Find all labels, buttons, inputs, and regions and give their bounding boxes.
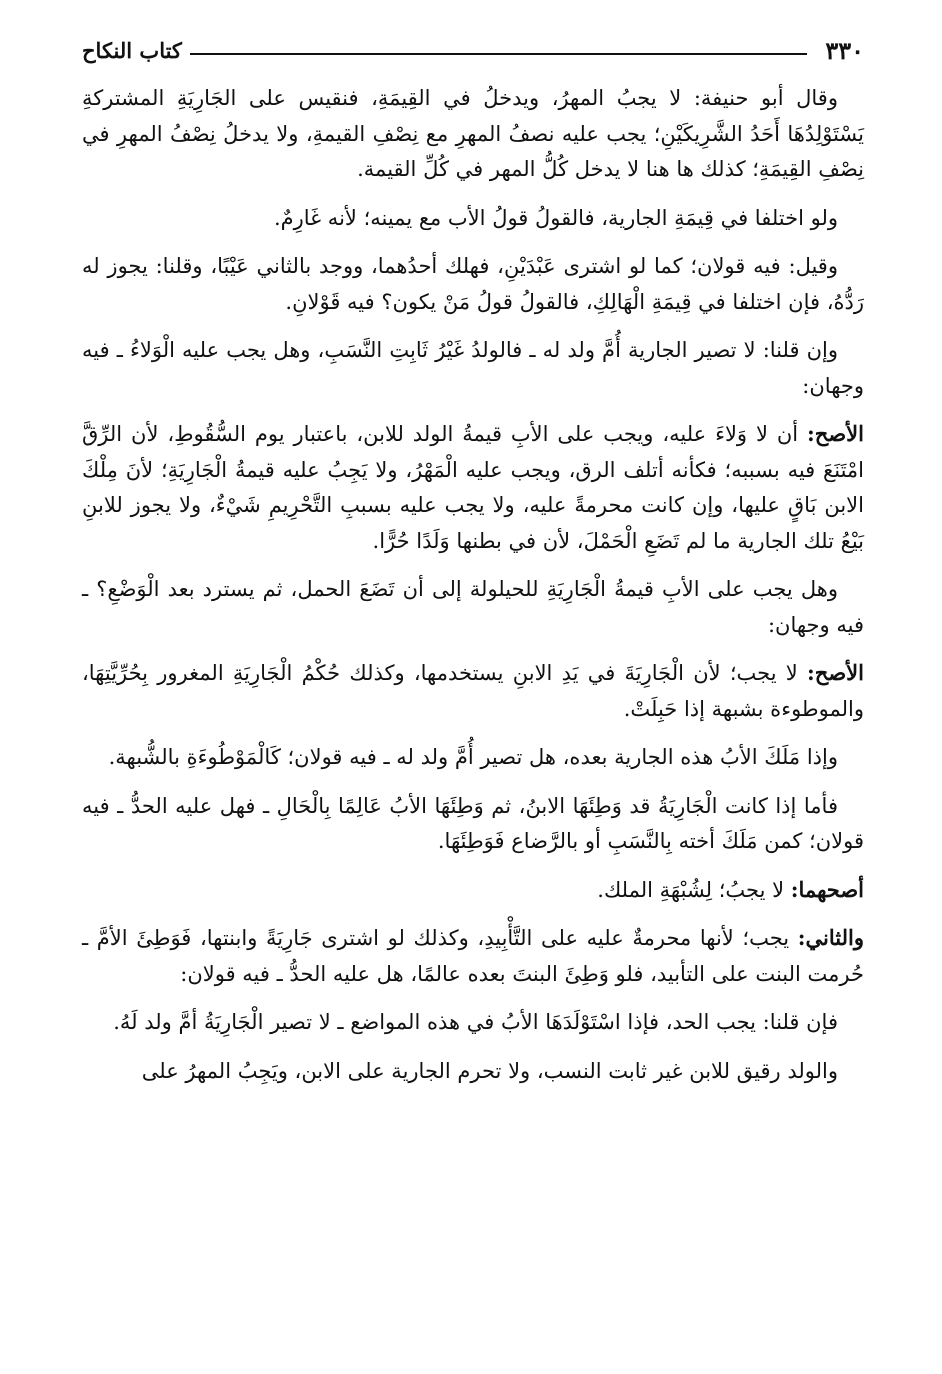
paragraph-lead: الأصح: <box>807 421 864 446</box>
paragraph-text: وإذا مَلَكَ الأبُ هذه الجارية بعده، هل تصير أُمَّ ولد له ـ فيه قولان؛ كَالْمَوْطُوءَةِ بالشُّبهة. <box>108 745 838 769</box>
paragraph-text: أن لا وَلاءَ عليه، ويجب على الأبِ قيمةُ الولد للابن، باعتبار يوم السُّقُوطِ، لأن الرِّقَّ امْتَنَعَ فيه بسببه؛ فكأنه أتلف الرق، ويجب عليه الْمَهْرُ، ولا يَجِبُ عليه قيمةُ الْجَارِيَةِ؛ لأنَ مِلْكَ الابن بَاقٍ عليها، وإن كانت محرمةً عليه، ولا يجب عليه بسببِ التَّحْرِيمِ شَيْءٌ، ولا يجوز للابنِ بَيْعُ تلك الجارية ما لم تَضَعِ الْحَمْلَ، لأن في بطنها وَلَدًا حُرًّا. <box>82 422 864 553</box>
paragraph-text: فأما إذا كانت الْجَارِيَةُ قد وَطِئَهَا الابنُ، ثم وَطِئَهَا الأبُ عَالِمًا بِالْحَالِ ـ فهل عليه الحدُّ ـ فيه قولان؛ كمن مَلَكَ أخته بِالنَّسَبِ أو بالرَّضاع فَوَطِئَهَا. <box>82 793 864 853</box>
paragraph-text: لا يجبُ؛ لِشُبْهَةِ الملك. <box>597 877 785 902</box>
paragraph-lead: الأصح: <box>807 660 864 685</box>
paragraph-lead: أصحهما: <box>790 876 864 902</box>
paragraph-text: فإن قلنا: يجب الحد، فإذا اسْتَوْلَدَهَا الأبُ في هذه المواضع ـ لا تصير الْجَارِيَةُ أمَّ ولد لَهُ. <box>113 1010 838 1034</box>
paragraph <box>82 1053 864 1090</box>
paragraph <box>82 920 864 992</box>
paragraph <box>82 200 864 237</box>
paragraph <box>82 80 864 188</box>
header-rule <box>190 53 807 55</box>
page-number: ٣٣٠ <box>825 35 864 65</box>
paragraph <box>82 788 864 860</box>
paragraph-text: وإن قلنا: لا تصير الجارية أُمَّ ولد له ـ فالولدُ غَيْرُ ثَابِتِ النَّسَبِ، وهل يجب عليه الْوَلاءُ ـ فيه وجهان: <box>82 338 864 398</box>
paragraph-text: يجب؛ لأنها محرمةٌ عليه على التَّأْبِيدِ، وكذلك لو اشترى جَارِيَةً وابنتها، فَوَطِئَ الأمَّ ـ حُرمت البنت على التأبيد، فلو وَطِئَ البنتَ بعده عالمًا، هل عليه الحدُّ ـ فيه قولان: <box>82 926 864 986</box>
paragraph <box>82 872 864 909</box>
paragraph-text: وقيل: فيه قولان؛ كما لو اشترى عَبْدَيْنِ، فهلك أحدُهما، ووجد بالثاني عَيْبًا، وقلنا: يجوز له رَدُّهُ، فإن اختلفا في قِيمَةِ الْهَالِكِ، فالقولُ قولُ مَنْ يكون؟ فيه قَوْلانِ. <box>82 254 864 314</box>
paragraph <box>82 248 864 320</box>
paragraph <box>82 655 864 727</box>
book-title: كتاب النكاح <box>82 37 182 63</box>
paragraph <box>82 1004 864 1041</box>
paragraph-text: ولو اختلفا في قِيمَةِ الجارية، فالقولُ قولُ الأب مع يمينه؛ لأنه غَارِمٌ. <box>273 205 838 230</box>
paragraph <box>82 332 864 404</box>
paragraph-lead: والثاني: <box>797 925 864 950</box>
page-header <box>82 28 864 72</box>
paragraph <box>82 571 864 643</box>
paragraph-text: وقال أبو حنيفة: لا يجبُ المهرُ، ويدخلُ في القِيمَةِ، فنقيس على الجَارِيَةِ المشتركةِ يَسْتَوْلِدُهَا أَحَدُ الشَّرِيكَيْنِ؛ يجب عليه نصفُ المهرِ مع نِصْفِ القيمةِ، ولا يدخلُ نِصْفُ المهرِ في نِصْفِ القِيمَةِ؛ كذلك ها هنا لا يدخل كُلُّ المهر في كُلِّ القيمة. <box>82 86 864 181</box>
paragraph-text: لا يجب؛ لأن الْجَارِيَةَ في يَدِ الابنِ يستخدمها، وكذلك حُكْمُ الْجَارِيَةِ المغرور بِحُرِّيَّتِهَا، والموطوءة بشبهة إذا حَبِلَتْ. <box>82 661 864 721</box>
paragraph-text: والولد رقيق للابن غير ثابت النسب، ولا تحرم الجارية على الابن، ويَجِبُ المهرُ على <box>141 1058 838 1083</box>
paragraph <box>82 416 864 559</box>
body-text <box>82 80 864 1089</box>
paragraph <box>82 739 864 776</box>
paragraph-text: وهل يجب على الأبِ قيمةُ الْجَارِيَةِ للحيلولة إلى أن تَضَعَ الحمل، ثم يسترد بعد الْوَضْعِ؟ ـ فيه وجهان: <box>82 577 864 637</box>
